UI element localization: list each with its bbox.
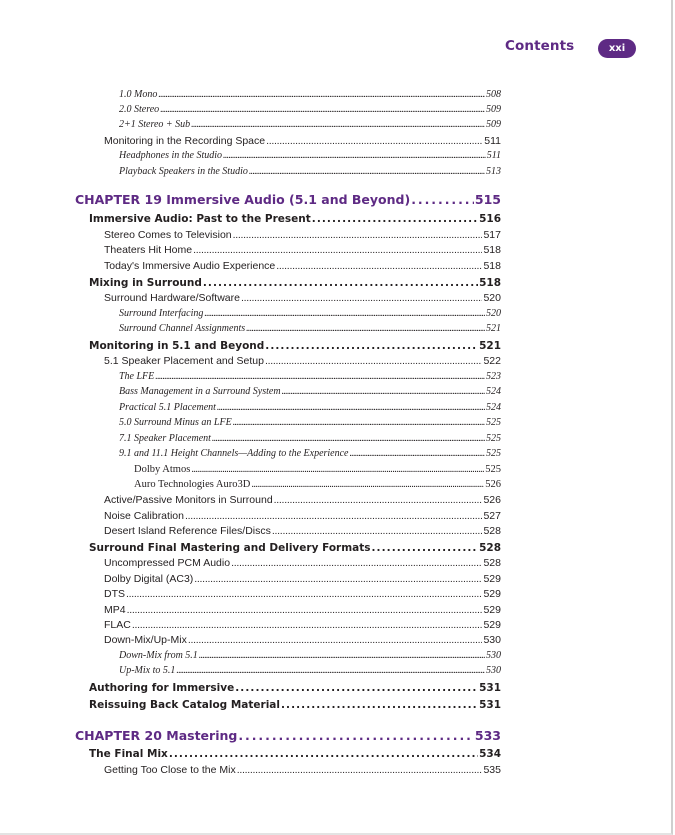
dot-leader <box>199 650 485 661</box>
toc-entry-page: 525 <box>485 464 501 475</box>
toc-entry-title: Getting Too Close to the Mix <box>104 764 236 776</box>
toc-entry-page: 520 <box>486 308 501 319</box>
toc-entry-title: Stereo Comes to Television <box>104 229 232 241</box>
toc-entry-title: The LFE <box>119 371 155 382</box>
dot-leader <box>126 588 482 600</box>
toc-entry-page: 518 <box>483 260 501 272</box>
toc-entry[interactable] <box>89 542 501 557</box>
toc-entry[interactable] <box>119 433 501 448</box>
toc-entry-page: 534 <box>479 748 501 760</box>
toc-entry-page: 517 <box>483 229 501 241</box>
dot-leader <box>191 119 485 130</box>
toc-entry-title: Desert Island Reference Files/Discs <box>104 525 271 537</box>
toc-entry-title: Authoring for Immersive <box>89 682 235 694</box>
toc-entry-page: 525 <box>486 448 501 459</box>
toc-entry-page: 535 <box>483 764 501 776</box>
toc-entry-page: 509 <box>486 119 501 130</box>
dot-leader <box>251 479 484 490</box>
dot-leader <box>158 89 485 100</box>
dot-leader <box>272 525 483 537</box>
toc-entry-page: 521 <box>479 340 501 352</box>
toc-entry[interactable] <box>104 619 501 634</box>
toc-entry-page: 525 <box>486 433 501 444</box>
toc-entry[interactable] <box>134 464 501 479</box>
toc-entry-title: Today's Immersive Audio Experience <box>104 260 276 272</box>
toc-entry-page: 523 <box>486 371 501 382</box>
toc-entry-title: Headphones in the Studio <box>119 150 223 161</box>
toc-entry-title: Down-Mix from 5.1 <box>119 650 198 661</box>
dot-leader <box>212 433 485 444</box>
dot-leader <box>233 417 485 428</box>
toc-entry[interactable] <box>89 277 501 292</box>
dot-leader <box>160 104 485 115</box>
dot-leader <box>204 308 485 319</box>
dot-leader <box>155 371 485 382</box>
toc-entry-page: 515 <box>474 192 501 207</box>
toc-entry-title: Dolby Atmos <box>134 464 191 475</box>
toc-entry-page: 529 <box>483 588 501 600</box>
dot-leader <box>246 323 485 334</box>
toc-entry[interactable] <box>104 355 501 370</box>
toc-entry-page: 516 <box>479 213 501 225</box>
dot-leader <box>274 494 483 506</box>
toc-entry[interactable] <box>104 525 501 540</box>
toc-entry[interactable] <box>104 135 501 150</box>
toc-entry-title: DTS <box>104 588 125 600</box>
toc-entry-page: 528 <box>479 542 501 554</box>
toc-entry-title: Monitoring in the Recording Space <box>104 135 266 147</box>
toc-entry-title: 1.0 Mono <box>119 89 158 100</box>
dot-leader <box>238 728 474 743</box>
toc-entry-title: 5.0 Surround Minus an LFE <box>119 417 232 428</box>
dot-leader <box>281 699 478 711</box>
toc-entry[interactable] <box>89 340 501 355</box>
toc-entry-title: Bass Management in a Surround System <box>119 386 281 397</box>
dot-leader <box>169 748 478 760</box>
toc-entry-page: 529 <box>483 619 501 631</box>
toc-entry-title: 2.0 Stereo <box>119 104 160 115</box>
toc-entry-title: Practical 5.1 Placement <box>119 402 216 413</box>
toc-entry[interactable] <box>119 417 501 432</box>
toc-entry[interactable] <box>104 588 501 603</box>
dot-leader <box>176 665 485 676</box>
dot-leader <box>249 166 485 177</box>
page-number-badge: xxi <box>598 39 636 58</box>
toc-entry[interactable] <box>89 682 501 697</box>
toc-entry[interactable] <box>104 510 501 525</box>
toc-entry[interactable] <box>104 494 501 509</box>
toc-entry-page: 513 <box>486 166 501 177</box>
toc-entry[interactable] <box>104 292 501 307</box>
toc-entry-title: The Final Mix <box>89 748 168 760</box>
toc-entry-page: 520 <box>483 292 501 304</box>
toc-entry-page: 521 <box>486 323 501 334</box>
toc-entry-page: 509 <box>486 104 501 115</box>
toc-entry-page: 529 <box>483 573 501 585</box>
dot-leader <box>191 464 484 475</box>
dot-leader <box>231 557 482 569</box>
toc-entry-title: 5.1 Speaker Placement and Setup <box>104 355 264 367</box>
toc-entry[interactable] <box>89 213 501 228</box>
toc-entry-page: 528 <box>483 525 501 537</box>
toc-entry-title: Surround Hardware/Software <box>104 292 240 304</box>
dot-leader <box>194 573 482 585</box>
running-header-title: Contents <box>505 38 575 54</box>
dot-leader <box>312 213 478 225</box>
dot-leader <box>127 604 483 616</box>
toc-entry[interactable] <box>89 699 501 714</box>
toc-entry-title: CHAPTER 19 Immersive Audio (5.1 and Beyond) <box>75 192 411 207</box>
toc-entry-title: Uncompressed PCM Audio <box>104 557 231 569</box>
dot-leader <box>350 448 486 459</box>
toc-entry-title: Immersive Audio: Past to the Present <box>89 213 311 225</box>
toc-entry-title: Monitoring in 5.1 and Beyond <box>89 340 265 352</box>
dot-leader <box>132 619 483 631</box>
toc-entry-title: 7.1 Speaker Placement <box>119 433 211 444</box>
toc-entry[interactable] <box>119 448 501 463</box>
toc-entry-page: 530 <box>486 665 501 676</box>
toc-entry-title: Auro Technologies Auro3D <box>134 479 251 490</box>
toc-entry[interactable] <box>119 665 501 680</box>
toc-entry[interactable] <box>104 229 501 244</box>
dot-leader <box>265 340 478 352</box>
toc-entry[interactable] <box>119 119 501 134</box>
dot-leader <box>185 510 483 522</box>
toc-entry-page: 526 <box>483 494 501 506</box>
toc-entry-title: Theaters Hit Home <box>104 244 193 256</box>
toc-entry[interactable] <box>119 150 501 165</box>
toc-entry-page: 522 <box>483 355 501 367</box>
dot-leader <box>282 386 485 397</box>
toc-entry[interactable] <box>119 402 501 417</box>
toc-entry-page: 531 <box>479 699 501 711</box>
toc-entry[interactable] <box>104 604 501 619</box>
toc-entry-title: Surround Channel Assignments <box>119 323 246 334</box>
toc-entry-title: Playback Speakers in the Studio <box>119 166 248 177</box>
toc-entry[interactable] <box>104 573 501 588</box>
dot-leader <box>372 542 479 554</box>
dot-leader <box>217 402 485 413</box>
toc-entry-title: MP4 <box>104 604 126 616</box>
dot-leader <box>266 135 483 147</box>
toc-entry[interactable] <box>119 104 501 119</box>
toc-entry-title: 2+1 Stereo + Sub <box>119 119 191 130</box>
toc-entry[interactable] <box>119 371 501 386</box>
dot-leader <box>188 634 483 646</box>
toc-entry-page: 524 <box>486 402 501 413</box>
toc-entry-page: 518 <box>483 244 501 256</box>
dot-leader <box>237 764 483 776</box>
dot-leader <box>276 260 482 272</box>
toc-chapter-entry[interactable] <box>75 192 501 210</box>
toc-entry-page: 529 <box>483 604 501 616</box>
dot-leader <box>193 244 482 256</box>
dot-leader <box>223 150 486 161</box>
toc-entry-page: 511 <box>484 135 501 147</box>
toc-entry-title: Surround Interfacing <box>119 308 204 319</box>
toc-entry-page: 525 <box>486 417 501 428</box>
toc-entry-title: Up-Mix to 5.1 <box>119 665 176 676</box>
toc-entry-title: Reissuing Back Catalog Material <box>89 699 280 711</box>
toc-entry-title: Noise Calibration <box>104 510 184 522</box>
toc-entry-page: 530 <box>486 650 501 661</box>
toc-entry-title: Down-Mix/Up-Mix <box>104 634 187 646</box>
dot-leader <box>233 229 483 241</box>
dot-leader <box>203 277 478 289</box>
toc-entry-page: 527 <box>483 510 501 522</box>
toc-entry[interactable] <box>119 650 501 665</box>
toc-entry[interactable] <box>104 244 501 259</box>
toc-entry[interactable] <box>119 323 501 338</box>
dot-leader <box>235 682 478 694</box>
toc-entry[interactable] <box>104 260 501 275</box>
toc-entry-title: Active/Passive Monitors in Surround <box>104 494 273 506</box>
toc-entry[interactable] <box>104 764 501 779</box>
toc-chapter-entry[interactable] <box>75 728 501 746</box>
toc-entry[interactable] <box>119 386 501 401</box>
toc-entry[interactable] <box>119 166 501 181</box>
toc-entry-page: 526 <box>485 479 501 490</box>
toc-entry-title: Mixing in Surround <box>89 277 202 289</box>
toc-entry[interactable] <box>104 557 501 572</box>
toc-entry-title: FLAC <box>104 619 131 631</box>
toc-entry[interactable] <box>89 748 501 763</box>
dot-leader <box>241 292 482 304</box>
toc-entry-page: 511 <box>486 150 501 161</box>
toc-entry-page: 531 <box>479 682 501 694</box>
toc-entry-page: 528 <box>483 557 501 569</box>
toc-entry-page: 508 <box>486 89 501 100</box>
dot-leader <box>265 355 483 367</box>
toc-entry[interactable] <box>119 308 501 323</box>
toc-entry-page: 533 <box>474 728 501 743</box>
toc-entry-title: 9.1 and 11.1 Height Channels—Adding to the Experience <box>119 448 349 459</box>
dot-leader <box>411 192 474 207</box>
toc-entry[interactable] <box>104 634 501 649</box>
toc-entry-title: Surround Final Mastering and Delivery Formats <box>89 542 371 554</box>
toc-entry-page: 530 <box>483 634 501 646</box>
toc-entry-title: Dolby Digital (AC3) <box>104 573 194 585</box>
toc-entry-page: 518 <box>479 277 501 289</box>
toc-entry[interactable] <box>119 89 501 104</box>
toc-entry-page: 524 <box>486 386 501 397</box>
toc-entry-title: CHAPTER 20 Mastering <box>75 728 238 743</box>
toc-entry[interactable] <box>134 479 501 494</box>
